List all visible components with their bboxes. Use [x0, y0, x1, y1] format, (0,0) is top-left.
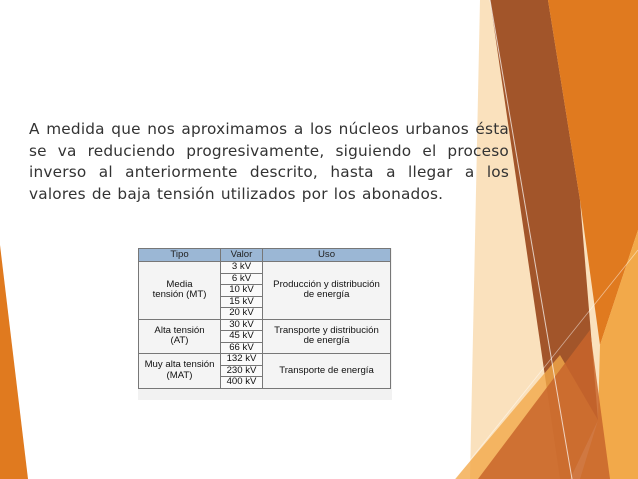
valor-cell: 45 kV [221, 331, 263, 343]
tension-table [138, 248, 391, 389]
table-row [139, 319, 391, 331]
uso-line: Transporte de energía [279, 364, 374, 376]
body-paragraph: A medida que nos aproximamos a los núcleos urbanos ésta se va reduciendo progresivamente, siguiendo el proceso inverso al anteriormente descrito, hasta a llegar a los valores de baja tensión utilizados por los abonados. [29, 120, 509, 204]
header-valor: Valor [221, 249, 263, 262]
uso-cell-mt [263, 262, 391, 320]
valor-cell: 400 kV [221, 377, 263, 389]
uso-cell-at [263, 319, 391, 354]
tipo-line: (MAT) [166, 369, 193, 381]
valor-cell: 20 kV [221, 308, 263, 320]
header-tipo: Tipo [139, 249, 221, 262]
header-uso: Uso [263, 249, 391, 262]
table-row [139, 354, 391, 366]
uso-line: Producción y distribución [273, 278, 380, 290]
tipo-line: Muy alta tensión [144, 359, 215, 371]
uso-line: de energía [303, 289, 350, 301]
valor-cell: 132 kV [221, 354, 263, 366]
valor-cell: 15 kV [221, 296, 263, 308]
table-row [139, 262, 391, 274]
valor-cell: 3 kV [221, 262, 263, 274]
tipo-line: tensión (MT) [152, 289, 207, 301]
tipo-line: Media [166, 278, 193, 290]
uso-line: de energía [303, 335, 350, 347]
tipo-line: Alta tensión [154, 324, 205, 336]
valor-cell: 230 kV [221, 365, 263, 377]
valor-cell: 30 kV [221, 319, 263, 331]
valor-cell: 6 kV [221, 273, 263, 285]
tension-table-image [138, 248, 392, 400]
table-header-row [139, 249, 391, 262]
tipo-cell-at [139, 319, 221, 354]
tipo-cell-mat [139, 354, 221, 389]
uso-line: Transporte y distribución [274, 324, 379, 336]
left-accent-shape [0, 245, 28, 479]
valor-cell: 66 kV [221, 342, 263, 354]
tipo-line: (AT) [170, 335, 189, 347]
valor-cell: 10 kV [221, 285, 263, 297]
tipo-cell-mt [139, 262, 221, 320]
uso-cell-mat [263, 354, 391, 389]
